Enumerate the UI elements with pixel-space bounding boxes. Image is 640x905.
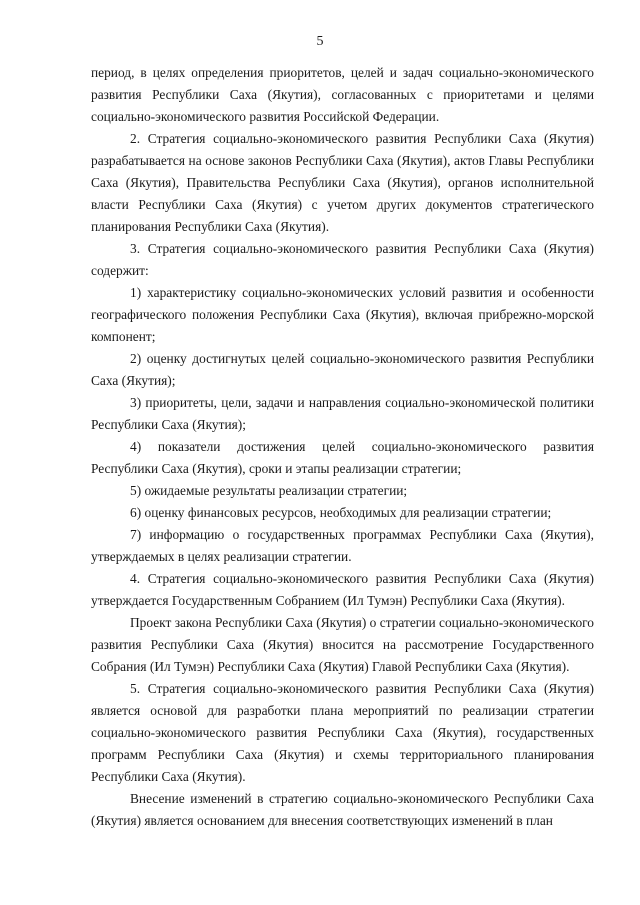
paragraph-amendments: Внесение изменений в стратегию социально-экономического Республики Саха (Якутия) является основанием для внесения соответствующих изменений в план xyxy=(91,791,594,828)
paragraph-item-3: 3. Стратегия социально-экономического развития Республики Саха (Якутия) содержит: xyxy=(91,241,594,278)
list-item-6: 6) оценку финансовых ресурсов, необходимых для реализации стратегии; xyxy=(130,505,552,520)
list-item-3: 3) приоритеты, цели, задачи и направления социально-экономической политики Республики Саха (Якутия); xyxy=(91,395,594,432)
list-item-1: 1) характеристику социально-экономических условий развития и особенности географического положения Республики Саха (Якутия), включая прибрежно-морской компонент; xyxy=(91,285,594,344)
list-item-5: 5) ожидаемые результаты реализации стратегии; xyxy=(130,483,408,498)
page-number: 5 xyxy=(316,34,324,49)
paragraph-continuation: период, в целях определения приоритетов, целей и задач социально-экономического развития Республики Саха (Якутия), согласованных с приоритетами и целями социально-экономического развития Российской Федерации. xyxy=(91,65,594,124)
paragraph-item-4: 4. Стратегия социально-экономического развития Республики Саха (Якутия) утверждается Государственным Собранием (Ил Тумэн) Республики Саха (Якутия). xyxy=(91,571,594,608)
paragraph-item-2: 2. Стратегия социально-экономического развития Республики Саха (Якутия) разрабатывается на основе законов Республики Саха (Якутия), актов Главы Республики Саха (Якутия), Правительства Республики Саха (Якутия), органов исполнительной власти Республики Саха (Якутия) с учетом других документов стратегического планирования Республики Саха (Якутия). xyxy=(91,131,594,234)
list-item-4: 4) показатели достижения целей социально-экономического развития Республики Саха (Якутия), сроки и этапы реализации стратегии; xyxy=(91,439,594,476)
paragraph-item-5: 5. Стратегия социально-экономического развития Республики Саха (Якутия) является основой для разработки плана мероприятий по реализации стратегии социально-экономического развития Республики Саха (Якутия), государственных программ Республики Саха (Якутия) и схемы территориального планирования Республики Саха (Якутия). xyxy=(91,681,594,784)
list-item-2: 2) оценку достигнутых целей социально-экономического развития Республики Саха (Якутия); xyxy=(91,351,594,388)
document-body xyxy=(91,62,594,832)
list-item-7: 7) информацию о государственных программах Республики Саха (Якутия), утверждаемых в целях реализации стратегии. xyxy=(91,527,594,564)
paragraph-draft-law: Проект закона Республики Саха (Якутия) о стратегии социально-экономического развития Республики Саха (Якутия) вносится на рассмотрение Государственного Собрания (Ил Тумэн) Республики Саха (Якутия) Главой Республики Саха (Якутия). xyxy=(91,615,594,674)
